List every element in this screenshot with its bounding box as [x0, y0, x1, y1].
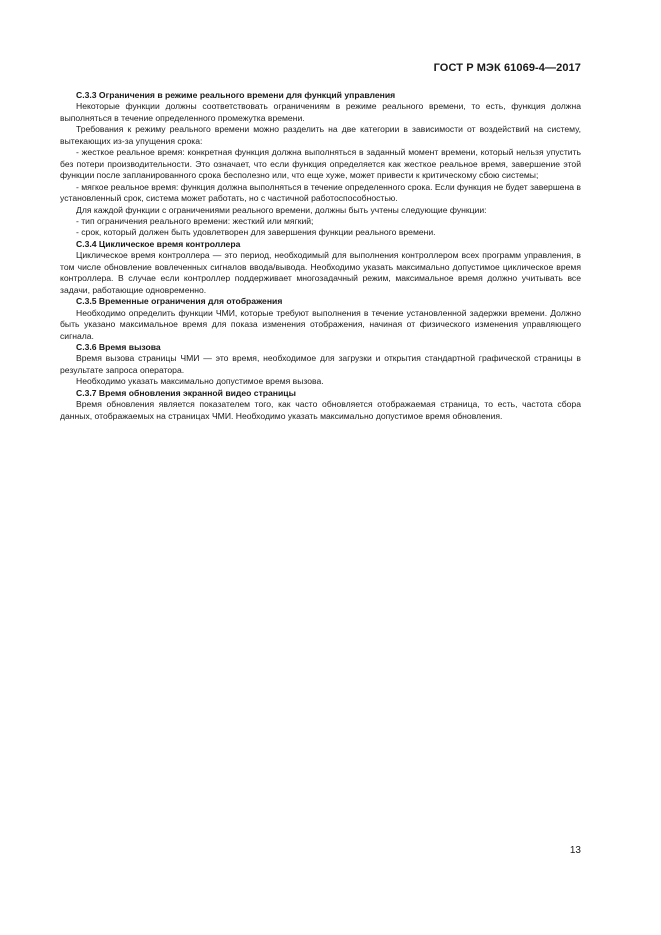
list-item: - мягкое реальное время: функция должна выполняться в течение определенного срока. Если функция не будет завершена в установленный срок, система может работать, но с частичной работоспособностью. [60, 181, 581, 204]
paragraph: Некоторые функции должны соответствовать ограничениям в режиме реального времени, то есть, функция должна выполняться в течение определенного промежутка времени. [60, 101, 581, 123]
section-heading: С.3.6 Время вызова [76, 341, 161, 352]
section-heading: С.3.4 Циклическое время контроллера [76, 238, 241, 249]
paragraph: Время обновления является показателем того, как часто обновляется отображаемая страница, то есть, частота сбора данных, отображаемых на страницах ЧМИ. Необходимо указать максимально допустимое время обновления. [60, 399, 581, 421]
paragraph: Время вызова страницы ЧМИ — это время, необходимое для загрузки и открытия стандартной графической страницы в результате запроса оператора. [60, 353, 581, 375]
section-heading: С.3.7 Время обновления экранной видео страницы [76, 387, 296, 398]
paragraph: Требования к режиму реального времени можно разделить на две категории в зависимости от воздействий на систему, вытекающих из-за упущения срока: [60, 124, 581, 146]
paragraph: Необходимо определить функции ЧМИ, которые требуют выполнения в течение установленной задержки времени. Должно быть указано максимальное время для показа изменения отображения, начиная от физического изменения управляющего сигнала. [60, 307, 581, 341]
paragraph: Для каждой функции с ограничениями реального времени, должны быть учтены следующие функции: [76, 204, 487, 215]
list-item: - жесткое реальное время: конкретная функция должна выполняться в заданный момент времени, который нельзя упустить без потери производительности. Это означает, что если функция определяется как жесткое реальное время, завершение этой функции после запланированного срока бесполезно или, что еще хуже, может привести к критическому сбою системы; [60, 147, 581, 181]
page-number: 13 [569, 845, 581, 856]
list-item: - тип ограничения реального времени: жесткий или мягкий; [76, 215, 314, 226]
document-body [60, 90, 581, 422]
standard-code-header: ГОСТ Р МЭК 61069-4—2017 [433, 62, 581, 74]
section-heading: С.3.5 Временные ограничения для отображения [76, 296, 283, 307]
paragraph: Необходимо указать максимально допустимое время вызова. [76, 376, 324, 387]
paragraph: Циклическое время контроллера — это период, необходимый для выполнения контроллером всех программ управления, в том числе обновление вовлеченных сигналов ввода/вывода. Необходимо указать максимально допустимое циклическое время контроллера. В случае если контроллер поддерживает многозадачный режим, максимальное время должно учитывать все задачи, работающие одновременно. [60, 250, 581, 295]
section-heading: С.3.3 Ограничения в режиме реального времени для функций управления [76, 90, 396, 100]
list-item: - срок, который должен быть удовлетворен для завершения функции реального времени. [76, 227, 436, 238]
